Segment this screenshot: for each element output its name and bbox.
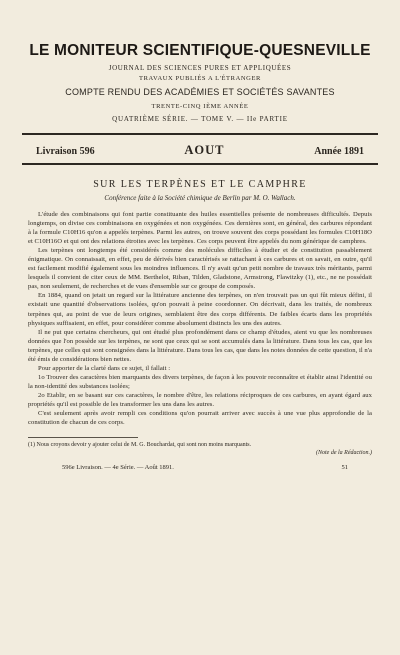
page bbox=[22, 14, 378, 642]
journal-year: TRENTE-CINQ IÈME ANNÉE bbox=[151, 103, 249, 110]
footnote: (1) Nous croyons devoir y ajouter celui de M. G. Bouchardat, qui sont non moins marquants. bbox=[28, 442, 252, 449]
footnote-note: (Note de la Rédaction.) bbox=[316, 450, 372, 457]
paragraph: En 1884, quand on jetait un regard sur la littérature ancienne des terpènes, on n'en trouvait pas un qui fût mieux défini, il existait une quantité d'observations isolées, qu'on pouvait à peine coordonner. On décrivait, dans les traités, de nombreux terpènes qui, au point de vue de leurs origines, semblaient être des corps différents. De faibles écarts dans les propriétés physiques suffisaient, en effet, pour considérer comme absolument distincts les uns des autres. bbox=[28, 292, 372, 327]
journal-subtitle: JOURNAL DES SCIENCES PURES ET APPLIQUÉES bbox=[108, 64, 292, 72]
journal-title: LE MONITEUR SCIENTIFIQUE-QUESNEVILLE bbox=[29, 42, 371, 59]
footnote-divider bbox=[28, 437, 138, 438]
journal-series: QUATRIÈME SÉRIE. — TOME V. — IIe PARTIE bbox=[112, 115, 288, 123]
paragraph: 1o Trouver des caractères bien marquants des divers terpènes, de façon à les pouvoir reconnaître et établir ainsi l'identité ou la non-identité des substances isolées; bbox=[28, 373, 372, 390]
article-body bbox=[28, 210, 372, 427]
page-number: 51 bbox=[341, 464, 348, 472]
paragraph: Pour apporter de la clarté dans ce sujet, il fallait : bbox=[38, 364, 171, 372]
journal-subtitle-academies: COMPTE RENDU DES ACADÉMIES ET SOCIÉTÉS SAVANTES bbox=[65, 87, 335, 97]
journal-subtitle-foreign-works: TRAVAUX PUBLIÉS A L'ÉTRANGER bbox=[139, 75, 261, 82]
issue-month: AOUT bbox=[184, 143, 225, 157]
paragraph: Il ne put que certains chercheurs, qui ont étudié plus profondément dans ce champ d'études, aient vu que les nombreuses données que l'on possède sur les terpènes, ne sont que ceux qui se sont accumulés dans la littérature. Dans tous les cas, que les terpènes, que celles qui sont consignées dans la littérature. Dans tous les cas, que dans les notes données de cette question, il n'a été émis de considérations bien nettes. bbox=[28, 328, 372, 363]
paragraph: C'est seulement après avoir rempli ces conditions qu'on pourrait arriver avec succès à une vue plus approfondie de la constitution de chacun de ces corps. bbox=[28, 410, 372, 427]
issue-bar bbox=[22, 135, 378, 163]
page-footer bbox=[62, 464, 348, 471]
article-title: SUR LES TERPÈNES ET LE CAMPHRE bbox=[93, 179, 307, 190]
article-byline: Conférence faite à la Société chimique de Berlin par M. O. Wallach. bbox=[104, 194, 296, 202]
issue-year: Année 1891 bbox=[314, 146, 364, 157]
paragraph: L'étude des combinaisons qui font partie constituante des huiles essentielles présente de nombreuses difficultés. Depuis longtemps, on divise ces combinaisons en oxygénées et non oxygénées. Ces dernières sont, en général, des carbures répondant à la formule C10H16 qu'on a appelés terpènes. Parmi les autres, on trouve souvent des corps possédant les formules C10H18O et C10H16O et qui ont des relations étroites avec les terpènes. Ces corps peuvent être appelés du nom générique de camphres. bbox=[28, 211, 372, 246]
paragraph: Les terpènes ont longtemps été considérés comme des molécules difficiles à étudier et de constitution passablement énigmatique. On connaissait, en effet, peu de dérivés bien caractérisés se rattachant à ces carbures et on savait, en outre, qu'il est facilement modifié également sous les moindres influences. Il n'y avait qu'un petit nombre de travaux très méritants, parmi lesquels il convient de citer ceux de MM. Berthelot, Riban, Tilden, Gladstone, Armstrong, Flawitzky (1), etc., ne ne possédait pas, non seulement, de recherches et de vues d'ensemble sur ce groupe de composés. bbox=[28, 247, 372, 291]
masthead bbox=[22, 42, 378, 123]
issue-number: Livraison 596 bbox=[36, 146, 95, 157]
issue-divider bbox=[22, 163, 378, 165]
footer-issue-info: 596e Livraison. — 4e Série. — Août 1891. bbox=[62, 464, 174, 472]
paragraph: 2o Etablir, en se basant sur ces caractères, le nombre d'être, les relations réciproques de ces carbures, en ayant égard aux propriétés qu'il est possible de les transformer les uns dans les autres. bbox=[28, 391, 372, 408]
